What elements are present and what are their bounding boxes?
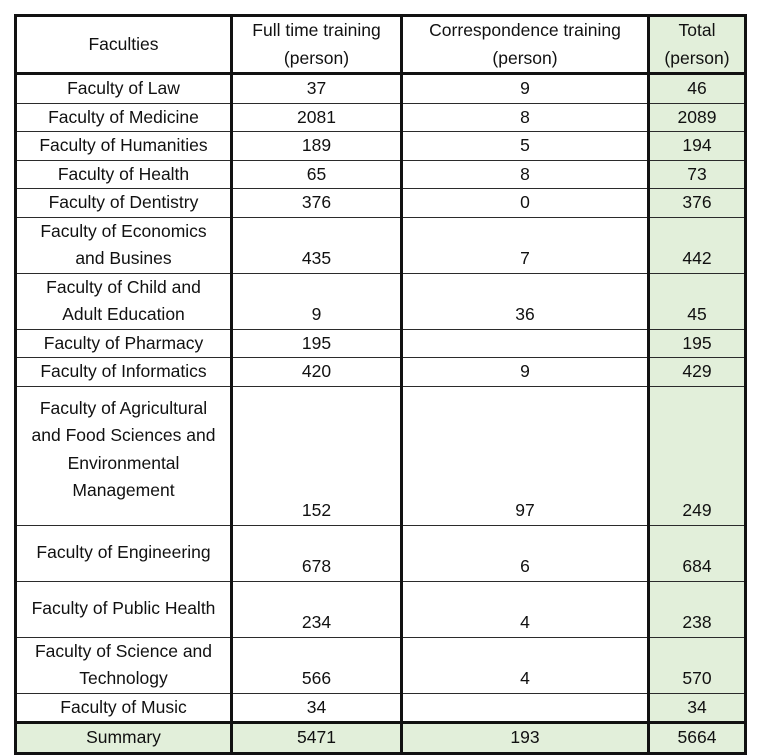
- full-time-cell: 435: [232, 217, 402, 273]
- header-faculties: Faculties: [16, 16, 232, 74]
- full-time-cell: 34: [232, 693, 402, 723]
- table-row: [16, 132, 746, 161]
- header-total: Total: [649, 16, 746, 45]
- full-time-cell: 9: [232, 273, 402, 329]
- faculty-name-line: Management: [72, 480, 175, 500]
- header-total-unit: (person): [649, 45, 746, 74]
- full-time-cell: 678: [232, 525, 402, 581]
- faculty-name-cell: [16, 386, 232, 525]
- faculty-name-cell: [16, 358, 232, 387]
- total-cell: 429: [649, 358, 746, 387]
- correspondence-cell: 9: [402, 358, 649, 387]
- full-time-cell: 37: [232, 74, 402, 104]
- faculty-name-line: Faculty of Music: [60, 696, 187, 717]
- faculty-name-cell: [16, 525, 232, 581]
- total-cell: 442: [649, 217, 746, 273]
- faculty-name-cell: [16, 329, 232, 358]
- total-cell: 249: [649, 386, 746, 525]
- table-row: [16, 637, 746, 693]
- header-correspondence-unit: (person): [402, 45, 649, 74]
- table-row: [16, 693, 746, 723]
- faculty-name-line: Adult Education: [62, 304, 185, 324]
- faculty-name-line: Faculty of Public Health: [31, 598, 216, 619]
- header-full-time: Full time training: [232, 16, 402, 45]
- correspondence-cell: 4: [402, 581, 649, 637]
- summary-full-time: 5471: [232, 723, 402, 754]
- table-row: [16, 358, 746, 387]
- total-cell: 194: [649, 132, 746, 161]
- correspondence-cell: 6: [402, 525, 649, 581]
- full-time-cell: 152: [232, 386, 402, 525]
- faculty-name-line: Faculty of Agricultural: [39, 397, 208, 418]
- correspondence-cell: 36: [402, 273, 649, 329]
- faculty-name-line: Faculty of Engineering: [36, 542, 211, 563]
- correspondence-cell: 4: [402, 637, 649, 693]
- total-cell: 73: [649, 160, 746, 189]
- correspondence-cell: 97: [402, 386, 649, 525]
- total-cell: 2089: [649, 103, 746, 132]
- faculty-name-line: Faculty of Health: [57, 163, 190, 184]
- full-time-cell: 234: [232, 581, 402, 637]
- correspondence-cell: 5: [402, 132, 649, 161]
- total-cell: 376: [649, 189, 746, 218]
- correspondence-cell: [402, 693, 649, 723]
- table-row: [16, 103, 746, 132]
- correspondence-cell: 9: [402, 74, 649, 104]
- full-time-cell: 195: [232, 329, 402, 358]
- table-row: [16, 273, 746, 329]
- faculty-name-cell: [16, 103, 232, 132]
- table-row: [16, 581, 746, 637]
- table-row: [16, 160, 746, 189]
- total-cell: 238: [649, 581, 746, 637]
- faculty-name-line: and Food Sciences and: [31, 425, 216, 445]
- summary-correspondence: 193: [402, 723, 649, 754]
- full-time-cell: 2081: [232, 103, 402, 132]
- correspondence-cell: [402, 329, 649, 358]
- total-cell: 34: [649, 693, 746, 723]
- faculty-name-cell: [16, 273, 232, 329]
- total-cell: 45: [649, 273, 746, 329]
- table-row: [16, 74, 746, 104]
- faculty-name-cell: [16, 189, 232, 218]
- faculty-name-line: Faculty of Dentistry: [48, 192, 199, 212]
- correspondence-cell: 7: [402, 217, 649, 273]
- faculty-name-line: Technology: [79, 668, 168, 688]
- faculty-name-cell: [16, 160, 232, 189]
- faculty-name-cell: [16, 693, 232, 723]
- faculty-name-cell: [16, 217, 232, 273]
- header-full-time-unit: (person): [232, 45, 402, 74]
- faculty-name-line: Faculty of Economics: [40, 220, 207, 241]
- faculty-name-line: Faculty of Humanities: [39, 135, 208, 155]
- summary-row: [16, 723, 746, 754]
- faculty-name-line: Faculty of Law: [67, 78, 180, 98]
- faculty-name-line: Faculty of Pharmacy: [43, 332, 204, 353]
- faculty-name-line: Faculty of Medicine: [48, 106, 199, 127]
- table-row: [16, 329, 746, 358]
- faculty-enrollment-table: [14, 14, 747, 755]
- full-time-cell: 376: [232, 189, 402, 218]
- faculty-name-cell: [16, 637, 232, 693]
- summary-label: Summary: [16, 723, 232, 754]
- faculty-name-cell: [16, 581, 232, 637]
- table-row: [16, 189, 746, 218]
- total-cell: 570: [649, 637, 746, 693]
- faculty-name-cell: [16, 132, 232, 161]
- faculty-name-line: Environmental: [67, 452, 180, 473]
- correspondence-cell: 8: [402, 160, 649, 189]
- full-time-cell: 420: [232, 358, 402, 387]
- faculty-name-line: Faculty of Informatics: [40, 361, 207, 381]
- faculty-name-line: Faculty of Science and: [34, 640, 213, 661]
- faculty-name-cell: [16, 74, 232, 104]
- table-row: [16, 217, 746, 273]
- full-time-cell: 566: [232, 637, 402, 693]
- header-correspondence: Correspondence training: [402, 16, 649, 45]
- table-row: [16, 386, 746, 525]
- faculty-name-line: and Busines: [75, 248, 172, 268]
- full-time-cell: 65: [232, 160, 402, 189]
- summary-total: 5664: [649, 723, 746, 754]
- total-cell: 684: [649, 525, 746, 581]
- total-cell: 46: [649, 74, 746, 104]
- full-time-cell: 189: [232, 132, 402, 161]
- correspondence-cell: 8: [402, 103, 649, 132]
- faculty-name-line: Faculty of Child and: [46, 276, 201, 297]
- total-cell: 195: [649, 329, 746, 358]
- table-row: [16, 525, 746, 581]
- correspondence-cell: 0: [402, 189, 649, 218]
